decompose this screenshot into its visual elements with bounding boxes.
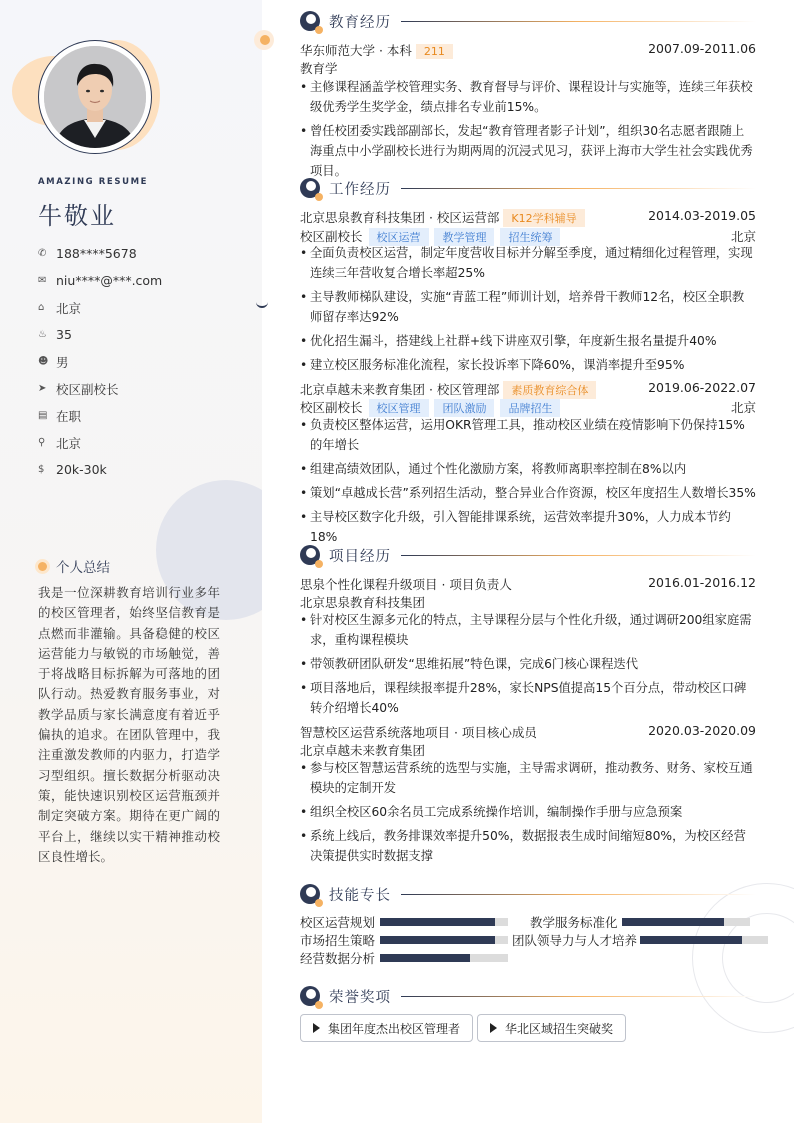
gender-text: 男 — [56, 354, 69, 370]
cake-icon: ♨ — [38, 329, 47, 340]
candidate-name: 牛敬业 — [38, 202, 116, 230]
school-badge: 211 — [416, 44, 453, 59]
email-row — [38, 267, 162, 294]
section-title: 技能专长 — [329, 887, 391, 904]
avatar-block — [12, 36, 162, 156]
project-header-row — [300, 575, 756, 593]
education-header-row — [300, 41, 756, 59]
skill-level-fill — [640, 936, 742, 944]
job-city: 北京 — [730, 400, 756, 415]
job-bullet: • 策划“卓越成长营”系列招生活动，整合异业合作资源，校区年度招生人数增长35% — [300, 483, 756, 503]
age-text: 35 — [56, 327, 72, 342]
decorative-dot — [254, 30, 274, 50]
job-bullet: • 负责校区整体运营，运用OKR管理工具，推动校区业绩在疫情影响下仍保持15%的年增长 — [300, 415, 756, 455]
phone-row — [38, 240, 162, 267]
section-divider — [401, 996, 756, 997]
briefcase-icon: ▤ — [38, 410, 48, 421]
skill-name: 经营数据分析 — [300, 951, 376, 966]
job-tag: 招生统筹 — [500, 228, 560, 246]
job-org: 北京卓越未来教育集团 · 校区管理部 — [300, 382, 500, 397]
residence-row — [38, 294, 162, 321]
work-section-header — [300, 177, 756, 199]
project-dates: 2020.03-2020.09 — [648, 723, 756, 738]
project-bullet: • 参与校区智慧运营系统的选型与实施，主导需求调研，推动教务、财务、家校互通模块的定制开发 — [300, 758, 756, 798]
project-bullet: • 项目落地后，课程续报率提升28%，家长NPS值提高15个百分点，带动校区口碑转介绍增长40% — [300, 678, 756, 718]
job-tag: 校区管理 — [369, 399, 429, 417]
education-section-header — [300, 10, 756, 32]
project-bullet: • 组织全校区60余名员工完成系统操作培训，编制操作手册与应急预案 — [300, 802, 756, 822]
job-tag: 教学管理 — [434, 228, 494, 246]
resume-tagline: AMAZING RESUME — [38, 177, 149, 187]
contact-info-list — [38, 240, 162, 483]
summary-heading — [38, 556, 110, 576]
section-icon — [300, 178, 320, 198]
award-chip — [300, 1014, 473, 1042]
education-bullet: • 主修课程涵盖学校管理实务、教育督导与评价、课程设计与实施等，连续三年获校级优秀学生奖学金，绩点排名专业前15%。 — [300, 77, 756, 117]
location-icon: ⚲ — [38, 437, 46, 448]
section-title: 工作经历 — [329, 181, 391, 198]
home-icon: ⌂ — [38, 302, 45, 313]
mail-icon: ✉ — [38, 275, 47, 286]
job-org: 北京思泉教育科技集团 · 校区运营部 — [300, 210, 500, 225]
project-org: 北京卓越未来教育集团 — [300, 743, 426, 758]
job-bullet: • 优化招生漏斗，搭建线上社群+线下讲座双引擎，年度新生报名量提升40% — [300, 331, 756, 351]
salary-row — [38, 456, 162, 483]
award-text: 集团年度杰出校区管理者 — [328, 1021, 461, 1036]
skill-name: 团队领导力与人才培养 — [512, 933, 638, 948]
section-icon — [300, 545, 320, 565]
job-bullet: • 主导教师梯队建设，实施“青蓝工程”师训计划，培养骨干教师12名，校区全职教师留存率达92% — [300, 287, 756, 327]
portrait-photo — [44, 46, 146, 148]
award-text: 华北区域招生突破奖 — [505, 1021, 614, 1036]
decorative-arc — [256, 294, 268, 308]
skill-level-bar — [622, 918, 750, 926]
summary-title-text: 个人总结 — [56, 560, 110, 576]
section-divider — [401, 894, 756, 895]
skills-section-header — [300, 883, 756, 905]
job-bullet: • 建立校区服务标准化流程，家长投诉率下降60%，课消率提升至95% — [300, 355, 756, 375]
skill-level-bar — [380, 918, 508, 926]
job-role: 校区副校长 — [300, 400, 363, 415]
job-bullet: • 全面负责校区运营，制定年度营收目标并分解至季度，通过精细化过程管理，实现连续三年营收复合增长率超25% — [300, 243, 756, 283]
job-tag: 校区运营 — [369, 228, 429, 246]
salary-text: 20k-30k — [56, 462, 107, 477]
job-city: 北京 — [730, 229, 756, 244]
project-bullet: • 带领教研团队研发“思维拓展”特色课，完成6门核心课程迭代 — [300, 654, 756, 674]
projects-section-header — [300, 544, 756, 566]
status-text: 在职 — [56, 408, 82, 424]
target-city-row — [38, 429, 162, 456]
project-header-row — [300, 723, 756, 741]
skill-name: 校区运营规划 — [300, 915, 376, 930]
dot-icon — [38, 562, 47, 571]
skill-name: 市场招生策略 — [300, 933, 376, 948]
job-header-row — [300, 208, 756, 227]
section-icon — [300, 986, 320, 1006]
skill-level-fill — [622, 918, 724, 926]
awards-section-header — [300, 985, 756, 1007]
project-name: 思泉个性化课程升级项目 · 项目负责人 — [300, 577, 512, 592]
avatar-ring — [38, 40, 152, 154]
job-industry-badge: K12学科辅导 — [503, 209, 584, 227]
section-icon — [300, 11, 320, 31]
skill-level-bar — [380, 954, 508, 962]
target-role-row — [38, 375, 162, 402]
summary-text: 我是一位深耕教育培训行业多年的校区管理者，始终坚信教育是点燃而非灌输。具备稳健的校区运营能力与敏锐的市场触觉，善于将战略目标拆解为可落地的团队行动。热爱教育服务事业，对教学品质与家长满意度有着近乎偏执的追求。在团队管理中，我注重激发教师的内驱力，打造学习型组织。擅长数据分析驱动决策，能快速识别校区运营瓶颈并制定突破方案。期待在更广阔的平台上，继续以实干精神推动校区良性增长。 — [38, 585, 220, 864]
job-dates: 2019.06-2022.07 — [648, 380, 756, 395]
age-row — [38, 321, 162, 348]
school-name: 华东师范大学 · 本科 — [300, 43, 412, 58]
skill-level-fill — [380, 954, 470, 962]
gender-row — [38, 348, 162, 375]
section-divider — [401, 188, 756, 189]
job-tag: 团队激励 — [434, 399, 494, 417]
project-bullet: • 系统上线后，教务排课效率提升50%，数据报表生成时间缩短80%，为校区经营决策提供实时数据支撑 — [300, 826, 756, 866]
job-header-row — [300, 380, 756, 399]
project-bullet: • 针对校区生源多元化的特点，主导课程分层与个性化升级，通过调研200组家庭需求，重构课程模块 — [300, 610, 756, 650]
education-dates: 2007.09-2011.06 — [648, 41, 756, 56]
skill-level-fill — [380, 918, 495, 926]
play-triangle-icon — [490, 1023, 497, 1033]
target-role-text: 校区副校长 — [56, 381, 119, 397]
job-bullet: • 主导校区数字化升级，引入智能排课系统，运营效率提升30%，人力成本节约18% — [300, 507, 756, 547]
residence-text: 北京 — [56, 300, 82, 316]
phone-text: 188****5678 — [56, 246, 137, 261]
project-dates: 2016.01-2016.12 — [648, 575, 756, 590]
email-text: niu****@***.com — [56, 273, 163, 288]
job-dates: 2014.03-2019.05 — [648, 208, 756, 223]
money-icon: $ — [38, 464, 45, 475]
send-icon: ➤ — [38, 383, 47, 394]
section-icon — [300, 884, 320, 904]
section-divider — [401, 555, 756, 556]
skill-level-bar — [380, 936, 508, 944]
play-triangle-icon — [313, 1023, 320, 1033]
section-divider — [401, 21, 756, 22]
phone-icon: ✆ — [38, 248, 47, 259]
section-title: 教育经历 — [329, 14, 391, 31]
job-bullet: • 组建高绩效团队，通过个性化激励方案，将教师离职率控制在8%以内 — [300, 459, 756, 479]
project-org: 北京思泉教育科技集团 — [300, 595, 426, 610]
section-title: 项目经历 — [329, 548, 391, 565]
section-title: 荣誉奖项 — [329, 989, 391, 1006]
education-bullet: • 曾任校团委实践部副部长，发起“教育管理者影子计划”，组织30名志愿者跟随上海重点中小学副校长进行为期两周的沉浸式见习，获评上海市大学生社会实践优秀项目。 — [300, 121, 756, 181]
award-chip — [477, 1014, 626, 1042]
status-row — [38, 402, 162, 429]
education-major: 教育学 — [300, 61, 338, 76]
job-industry-badge: 素质教育综合体 — [503, 381, 596, 399]
job-role: 校区副校长 — [300, 229, 363, 244]
avatar — [44, 46, 146, 148]
skill-level-bar — [640, 936, 768, 944]
sidebar — [0, 0, 262, 1123]
skill-level-fill — [380, 936, 495, 944]
project-name: 智慧校区运营系统落地项目 · 项目核心成员 — [300, 725, 537, 740]
person-icon: ☻ — [38, 356, 49, 367]
target-city-text: 北京 — [56, 435, 82, 451]
job-tag: 品牌招生 — [500, 399, 560, 417]
skill-name: 教学服务标准化 — [530, 915, 618, 930]
